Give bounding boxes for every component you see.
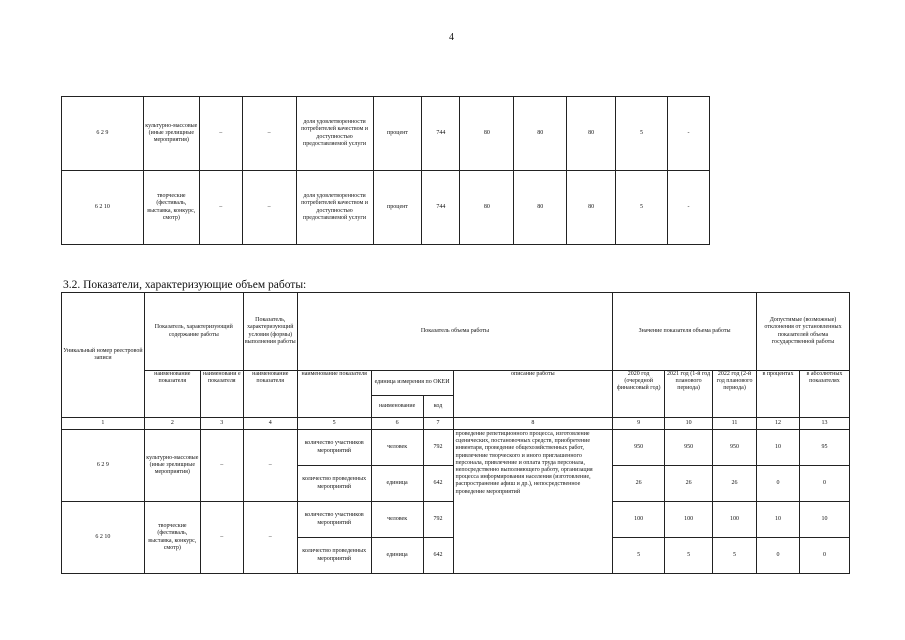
value-2022: 26 <box>713 466 757 502</box>
deviation-percent: 10 <box>757 502 800 538</box>
okei-code: 792 <box>423 430 453 466</box>
table-row <box>62 97 710 171</box>
unit-name: процент <box>373 97 422 171</box>
value-2022: 950 <box>713 430 757 466</box>
registry-code: 6 2 9 <box>62 97 144 171</box>
column-number: 4 <box>243 418 297 430</box>
header-work-description: описание работы <box>453 371 613 418</box>
deviation-percent: 0 <box>757 538 800 574</box>
page-number: 4 <box>449 32 454 43</box>
content-indicator: культурно-массовые (иные зрелищные мероприятия) <box>143 97 199 171</box>
value-2020: 80 <box>460 171 514 245</box>
deviation-absolute: - <box>667 97 709 171</box>
volume-indicator: количество проведенных мероприятий <box>297 466 371 502</box>
unit-name: процент <box>373 171 422 245</box>
cell-dash: – <box>242 97 296 171</box>
unit-name: человек <box>371 430 423 466</box>
volume-indicator: количество проведенных мероприятий <box>297 538 371 574</box>
quality-indicator: доля удовлетворенности потребителей качеством и доступностью предоставляемой услуги <box>296 97 373 171</box>
value-2020: 5 <box>613 538 665 574</box>
table-row <box>62 430 850 466</box>
header-conditions-indicator: Показатель, характеризующий условия (формы) выполнения работы <box>243 293 297 371</box>
column-number: 3 <box>200 418 243 430</box>
header-okei-unit: единица измерения по ОКЕИ <box>371 371 453 396</box>
header-indicator-name: наименовани е показателя <box>200 371 243 418</box>
header-deviation-percent: в процентах <box>757 371 800 418</box>
deviation-absolute: 10 <box>799 502 849 538</box>
value-2021: 80 <box>514 171 567 245</box>
volume-indicator: количество участников мероприятий <box>297 430 371 466</box>
header-content-indicator: Показатель, характеризующий содержание работы <box>144 293 243 371</box>
volume-indicators-table <box>61 292 850 574</box>
value-2021: 950 <box>665 430 713 466</box>
column-number: 1 <box>62 418 145 430</box>
value-2021: 100 <box>665 502 713 538</box>
deviation-absolute: 0 <box>799 538 849 574</box>
column-number: 2 <box>144 418 200 430</box>
okei-code: 792 <box>423 502 453 538</box>
table-row <box>62 171 710 245</box>
header-volume-indicator: Показатель объема работы <box>297 293 612 371</box>
value-2022: 80 <box>567 97 616 171</box>
work-description: проведение репетиционного процесса, изготовление сценических, постановочных средств, приобретение инвентаря, проведение общехозяйственных работ, привлечение творческого и иного приглашенного персонала, привлечение и оплата труда персонала, непосредственно выполняющего работу, организация процесса информирования населения (изготовление, распространение афиш и др.), непосредственное проведение мероприятий <box>453 430 613 574</box>
value-2020: 80 <box>460 97 514 171</box>
header-year-2022: 2022 год (2-й год планового периода) <box>713 371 757 418</box>
quality-indicators-table <box>61 96 710 245</box>
okei-code: 744 <box>422 171 460 245</box>
header-values: Значение показателя объема работы <box>613 293 757 371</box>
deviation-percent: 0 <box>757 466 800 502</box>
content-indicator: творческие (фестиваль, выставка, конкурс, смотр) <box>144 502 200 574</box>
column-number: 13 <box>799 418 849 430</box>
column-number: 8 <box>453 418 613 430</box>
okei-code: 642 <box>423 538 453 574</box>
cell-dash: – <box>199 97 242 171</box>
value-2020: 26 <box>613 466 665 502</box>
cell-dash: – <box>243 502 297 574</box>
quality-indicator: доля удовлетворенности потребителей качеством и доступностью предоставляемой услуги <box>296 171 373 245</box>
column-number-row <box>62 418 850 430</box>
header-deviation-absolute: в абсолютных показателях <box>799 371 849 418</box>
registry-code: 6 2 10 <box>62 171 144 245</box>
deviation-absolute: 0 <box>799 466 849 502</box>
header-okei-name: наименование <box>371 396 423 418</box>
value-2021: 26 <box>665 466 713 502</box>
deviation-absolute: - <box>667 171 709 245</box>
deviation-percent: 10 <box>757 430 800 466</box>
header-registry-number: Уникальный номер реестровой записи <box>62 293 145 418</box>
value-2022: 80 <box>567 171 616 245</box>
okei-code: 744 <box>422 97 460 171</box>
content-indicator: культурно-массовые (иные зрелищные мероприятия) <box>144 430 200 502</box>
cell-dash: – <box>242 171 296 245</box>
registry-code: 6 2 9 <box>62 430 145 502</box>
value-2020: 950 <box>613 430 665 466</box>
deviation-percent: 5 <box>616 97 668 171</box>
value-2021: 5 <box>665 538 713 574</box>
cell-dash: – <box>200 430 243 502</box>
unit-name: единица <box>371 466 423 502</box>
column-number: 12 <box>757 418 800 430</box>
header-indicator-name: наименование показателя <box>144 371 200 418</box>
deviation-absolute: 95 <box>799 430 849 466</box>
value-2020: 100 <box>613 502 665 538</box>
column-number: 10 <box>665 418 713 430</box>
registry-code: 6 2 10 <box>62 502 145 574</box>
volume-indicator: количество участников мероприятий <box>297 502 371 538</box>
deviation-percent: 5 <box>616 171 668 245</box>
unit-name: человек <box>371 502 423 538</box>
cell-dash: – <box>199 171 242 245</box>
cell-dash: – <box>200 502 243 574</box>
unit-name: единица <box>371 538 423 574</box>
cell-dash: – <box>243 430 297 502</box>
column-number: 11 <box>713 418 757 430</box>
header-indicator-name: наименование показателя <box>297 371 371 418</box>
header-okei-code: код <box>423 396 453 418</box>
header-row <box>62 293 850 371</box>
column-number: 7 <box>423 418 453 430</box>
column-number: 6 <box>371 418 423 430</box>
column-number: 5 <box>297 418 371 430</box>
section-title: 3.2. Показатели, характеризующие объем работы: <box>63 279 307 291</box>
header-indicator-name: наименование показателя <box>243 371 297 418</box>
header-deviation: Допустимые (возможные) отклонения от установленных показателей объема государственной работы <box>757 293 850 371</box>
value-2021: 80 <box>514 97 567 171</box>
content-indicator: творческие (фестиваль, выставка, конкурс, смотр) <box>143 171 199 245</box>
okei-code: 642 <box>423 466 453 502</box>
value-2022: 100 <box>713 502 757 538</box>
column-number: 9 <box>613 418 665 430</box>
header-year-2021: 2021 год (1-й год планового периода) <box>665 371 713 418</box>
header-row <box>62 371 850 396</box>
value-2022: 5 <box>713 538 757 574</box>
header-year-2020: 2020 год (очередной финансовый год) <box>613 371 665 418</box>
